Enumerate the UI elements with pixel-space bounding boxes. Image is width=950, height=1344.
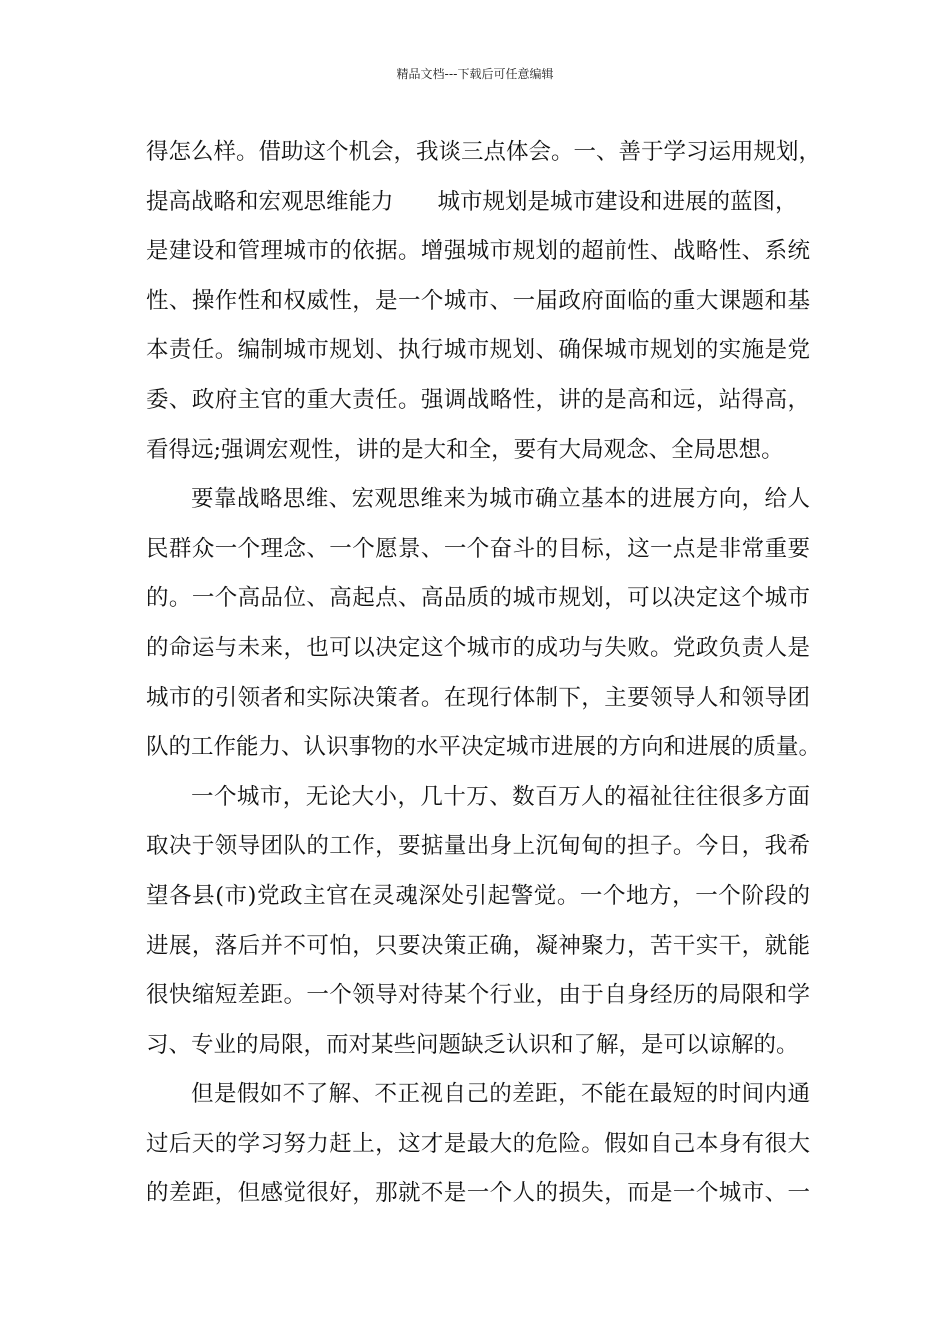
- text-line: 是建设和管理城市的依据。增强城市规划的超前性、战略性、系统: [146, 238, 810, 265]
- text-line: 的。一个高品位、高起点、高品质的城市规划，可以决定这个城市: [146, 585, 810, 612]
- text-line: 委、政府主官的重大责任。强调战略性，讲的是高和远，站得高，: [146, 386, 810, 413]
- text-line: 队的工作能力、认识事物的水平决定城市进展的方向和进展的质量。: [146, 734, 822, 761]
- text-line: 民群众一个理念、一个愿景、一个奋斗的目标，这一点是非常重要: [146, 535, 810, 562]
- text-line: 要靠战略思维、宏观思维来为城市确立基本的进展方向，给人: [191, 486, 810, 513]
- paragraph-1: [146, 128, 822, 475]
- document-body: [146, 128, 822, 1219]
- text-line: 的命运与未来，也可以决定这个城市的成功与失败。党政负责人是: [146, 634, 810, 661]
- text-segment: 城市规划是城市建设和进展的蓝图，: [437, 188, 798, 215]
- text-line: 进展，落后并不可怕，只要决策正确，凝神聚力，苦干实干，就能: [146, 932, 810, 959]
- paragraph-3: [146, 773, 810, 1071]
- text-line: 的差距，但感觉很好，那就不是一个人的损失，而是一个城市、一: [146, 1180, 810, 1207]
- text-line: [146, 178, 810, 228]
- text-segment: 提高战略和宏观思维能力: [146, 188, 394, 215]
- text-line: 望各县(市)党政主官在灵魂深处引起警觉。一个地方，一个阶段的: [146, 882, 810, 909]
- paragraph-2: [146, 475, 822, 773]
- text-line: 本责任。编制城市规划、执行城市规划、确保城市规划的实施是党: [146, 337, 810, 364]
- text-line: 很快缩短差距。一个领导对待某个行业，由于自身经历的局限和学: [146, 982, 810, 1009]
- text-line: 得怎么样。借助这个机会，我谈三点体会。一、善于学习运用规划，: [146, 139, 822, 165]
- text-line: 看得远;强调宏观性，讲的是大和全，要有大局观念、全局思想。: [146, 436, 784, 463]
- text-line: 性、操作性和权威性，是一个城市、一届政府面临的重大课题和基: [146, 287, 810, 314]
- text-line: 取决于领导团队的工作，要掂量出身上沉甸甸的担子。今日，我希: [146, 833, 810, 860]
- text-line: 城市的引领者和实际决策者。在现行体制下，主要领导人和领导团: [146, 684, 810, 711]
- text-line: 习、专业的局限，而对某些问题缺乏认识和了解，是可以谅解的。: [146, 1031, 799, 1058]
- paragraph-4: [146, 1070, 810, 1219]
- text-line: 但是假如不了解、不正视自己的差距，不能在最短的时间内通: [191, 1081, 810, 1108]
- text-line: 一个城市，无论大小，几十万、数百万人的福祉往往很多方面: [191, 783, 810, 810]
- text-line: 过后天的学习努力赶上，这才是最大的危险。假如自己本身有很大: [146, 1130, 810, 1157]
- page-header: 精品文档---下载后可任意编辑: [396, 67, 554, 81]
